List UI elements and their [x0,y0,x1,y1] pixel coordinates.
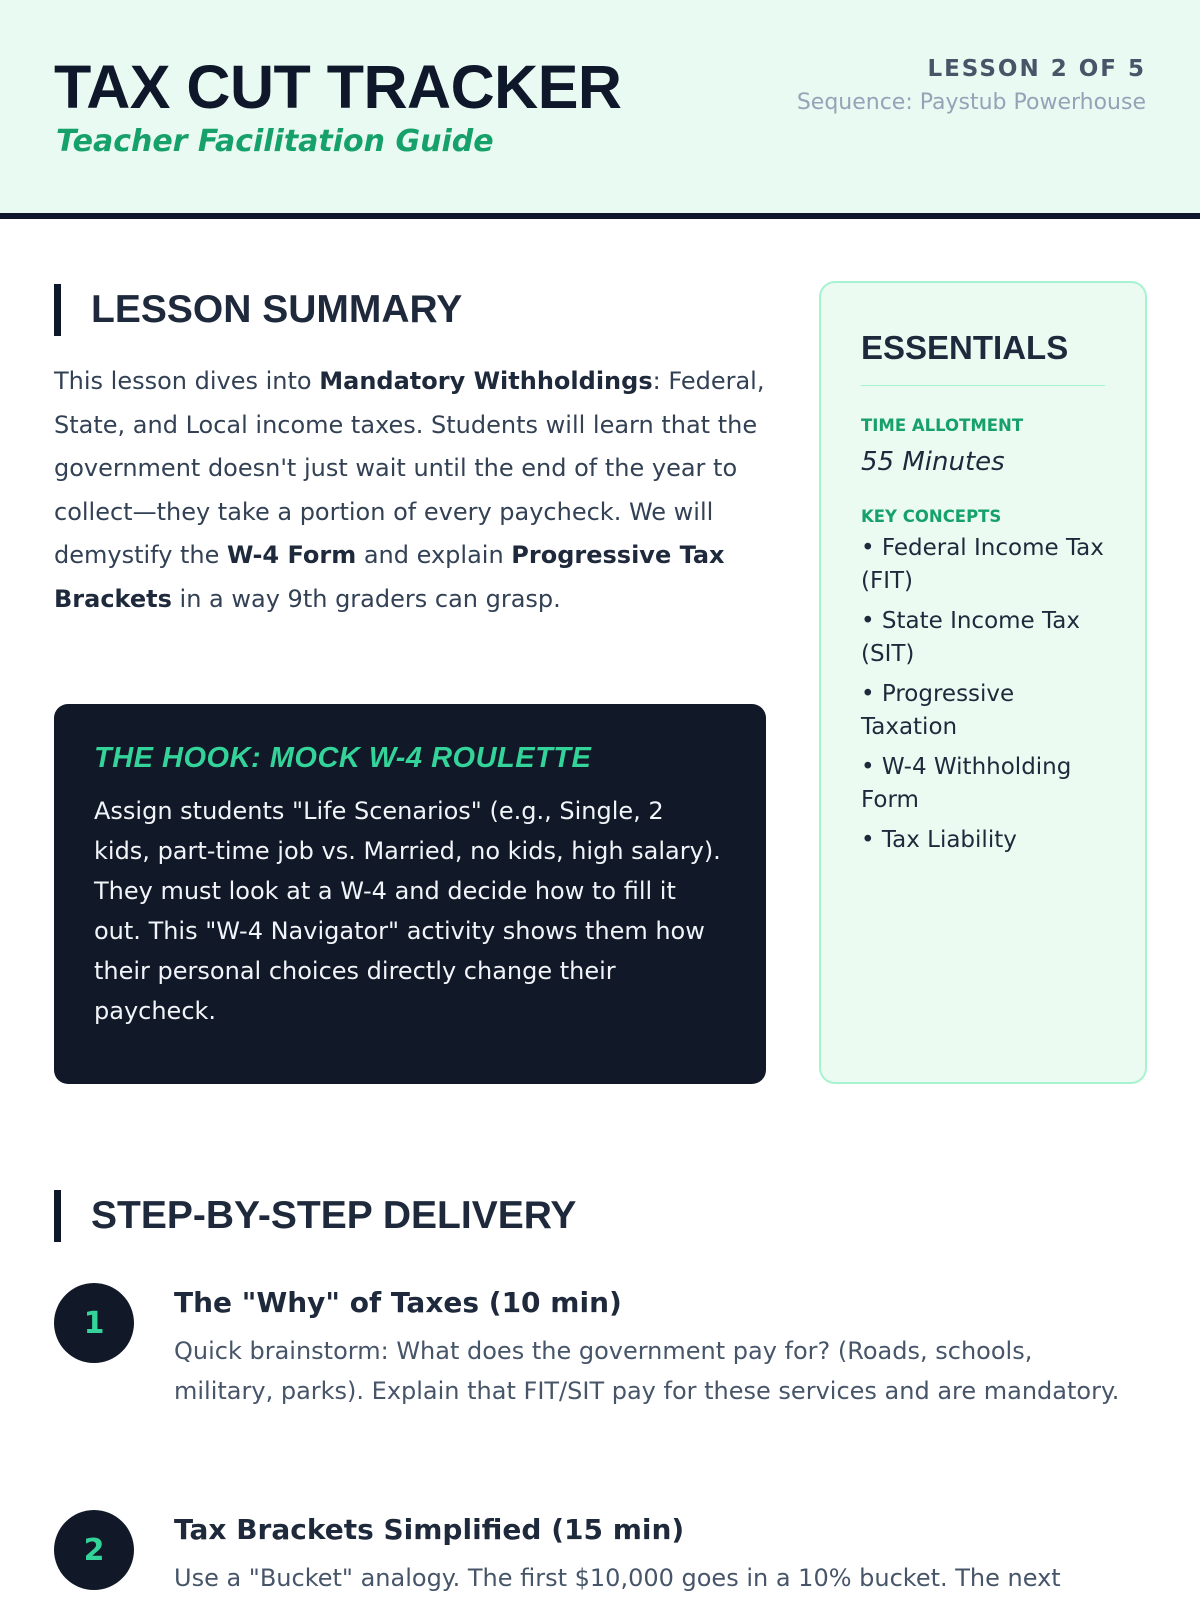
step-content [174,1283,1134,1411]
hook-callout [54,704,766,1084]
step-number-badge: 2 [54,1510,134,1590]
guide-subtitle: Teacher Facilitation Guide [56,124,494,159]
lesson-sequence: Sequence: Paystub Powerhouse [796,90,1146,115]
delivery-heading: STEP-BY-STEP DELIVERY [54,1190,576,1242]
concept-item: • W-4 Withholding Form [861,754,1072,813]
lesson-count: LESSON 2 OF 5 [927,56,1146,82]
step-title: Tax Brackets Simplified (15 min) [174,1513,685,1546]
summary-text-part: and explain [356,541,512,569]
step-title: The "Why" of Taxes (10 min) [174,1286,622,1319]
step-number-badge: 1 [54,1283,134,1363]
concept-item: • Tax Liability [861,827,1017,853]
time-allotment-value: 55 Minutes [861,447,1005,477]
step-description: Use a "Bucket" analogy. The first $10,000 goes in a 10% bucket. The next [174,1564,1061,1592]
summary-text-part: This lesson dives into [54,367,320,395]
guide-title: TAX CUT TRACKER [54,53,622,121]
essentials-panel [819,281,1147,1084]
page-header [0,0,1200,219]
summary-text-part: : Federal, State, and Local income taxes. Students will learn that the government doesn't just wait until the end of the year to collect—they take a portion of every paycheck. We will demystify the [54,367,765,569]
step-content [174,1510,1134,1598]
lesson-summary-text [54,360,766,621]
concept-item: • Federal Income Tax (FIT) [861,535,1104,594]
concept-item: • State Income Tax (SIT) [861,608,1080,667]
summary-emphasis: W-4 Form [227,541,357,569]
time-allotment-label: TIME ALLOTMENT [861,416,1024,435]
lesson-summary-heading: LESSON SUMMARY [54,284,462,336]
essentials-title: ESSENTIALS [861,329,1105,386]
hook-title: THE HOOK: MOCK W-4 ROULETTE [94,742,592,774]
lesson-meta [797,56,1146,115]
summary-emphasis: Progressive Tax Brackets [54,541,725,613]
concept-item: • Progressive Taxation [861,681,1015,740]
hook-body: Assign students "Life Scenarios" (e.g., Single, 2 kids, part-time job vs. Married, no kids, high salary). They must look at a W-4 and decide how to fill it out. This "W-4 Navigator" activity shows them how their personal choices directly change their paycheck. [94,797,721,1025]
summary-text-part: in a way 9th graders can grasp. [171,584,561,613]
summary-emphasis: Mandatory Withholdings [319,367,653,395]
key-concepts-label: KEY CONCEPTS [861,507,1002,526]
step-description: Quick brainstorm: What does the government pay for? (Roads, schools, military, parks). Explain that FIT/SIT pay for these services and are mandatory. [174,1337,1120,1405]
key-concepts-list [861,532,1105,857]
